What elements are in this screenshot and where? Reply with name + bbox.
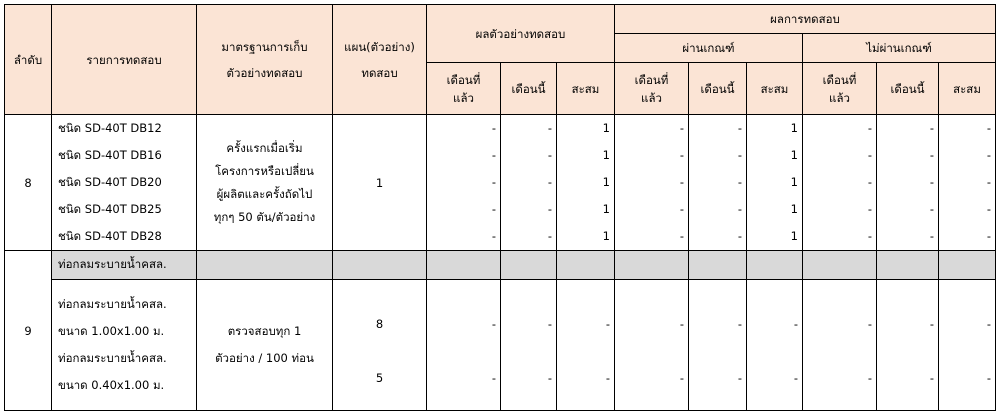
fail-cum-col [939, 115, 996, 251]
cell-value: - [986, 121, 992, 135]
cell-value: 1 [602, 148, 610, 162]
header-standard [197, 5, 333, 115]
section-cell [333, 251, 427, 280]
table-row-group-9 [5, 280, 996, 411]
section-cell [427, 251, 501, 280]
cell-value: 1 [790, 229, 798, 243]
pass-cum-col [747, 115, 803, 251]
fail-month-col [877, 115, 939, 251]
pass-month-col [689, 280, 747, 411]
cell-value: - [986, 371, 992, 385]
cell-value: 1 [790, 121, 798, 135]
cell-value: - [679, 175, 684, 189]
table-body [5, 115, 996, 411]
cell-value: - [491, 229, 496, 243]
fail-prev-col [803, 115, 877, 251]
table-row-section-9 [5, 251, 996, 280]
header-fail-cumulative: สะสม [939, 63, 996, 115]
header-item: รายการทดสอบ [52, 5, 197, 115]
section-cell [557, 251, 615, 280]
table-header [5, 5, 996, 115]
row-seq: 9 [5, 251, 52, 411]
section-cell [197, 251, 333, 280]
plan-value: 5 [375, 371, 384, 385]
cell-value: - [547, 148, 552, 162]
section-cell [803, 251, 877, 280]
header-sample-prev-month [427, 63, 501, 115]
cell-value: - [986, 202, 992, 216]
cell-value: - [929, 229, 934, 243]
cell-value: - [547, 202, 552, 216]
item-size: ขนาด 1.00x1.00 ม. [58, 324, 165, 338]
cell-value: - [679, 229, 684, 243]
section-cell [939, 251, 996, 280]
header-pass: ผ่านเกณฑ์ [615, 34, 803, 63]
cell-value: - [737, 317, 742, 331]
section-cell [501, 251, 557, 280]
cell-value: - [491, 175, 496, 189]
cell-value: - [605, 317, 610, 331]
cell-value: - [867, 317, 872, 331]
cell-value: - [929, 317, 934, 331]
cell-value: - [929, 371, 934, 385]
header-fail-this-month: เดือนนี้ [877, 63, 939, 115]
standard-text [197, 115, 333, 251]
header-prev-line2: แล้ว [829, 90, 850, 105]
cell-value: - [491, 148, 496, 162]
cell-value: - [605, 371, 610, 385]
header-seq: ลำดับ [5, 5, 52, 115]
cell-value: - [867, 121, 872, 135]
header-sample-result: ผลตัวอย่างทดสอบ [427, 5, 615, 63]
cell-value: - [491, 121, 496, 135]
standard-line: ตัวอย่าง / 100 ท่อน [215, 351, 314, 365]
cell-value: - [547, 229, 552, 243]
cell-value: - [737, 229, 742, 243]
cell-value: - [929, 202, 934, 216]
standard-text [197, 280, 333, 411]
item-list [52, 280, 197, 411]
header-pass-prev-month [615, 63, 689, 115]
header-plan-line2: ทดสอบ [361, 65, 398, 80]
sample-cum-col [557, 280, 615, 411]
standard-line: ตรวจสอบทุก 1 [227, 324, 302, 338]
plan-value: 8 [375, 317, 384, 331]
cell-value: - [679, 371, 684, 385]
header-plan-line1: แผน(ตัวอย่าง) [344, 39, 415, 54]
cell-value: - [867, 175, 872, 189]
header-standard-line2: ตัวอย่างทดสอบ [226, 65, 303, 80]
fail-cum-col [939, 280, 996, 411]
item-list [52, 115, 197, 251]
cell-value: - [737, 121, 742, 135]
cell-value: - [793, 317, 798, 331]
item-size: ขนาด 0.40x1.00 ม. [58, 378, 165, 392]
sample-prev-col [427, 280, 501, 411]
standard-line: โครงการหรือเปลี่ยน [215, 163, 314, 178]
item-name: ชนิด SD-40T DB12 [58, 121, 162, 135]
section-cell [877, 251, 939, 280]
row-seq: 8 [5, 115, 52, 251]
sample-cum-col [557, 115, 615, 251]
section-cell [615, 251, 689, 280]
cell-value: 1 [790, 202, 798, 216]
cell-value: 1 [602, 175, 610, 189]
header-fail-prev-month [803, 63, 877, 115]
item-name: ชนิด SD-40T DB28 [58, 229, 162, 243]
table-row-group-8 [5, 115, 996, 251]
item-name: ท่อกลมระบายน้ำคสล. [58, 351, 167, 365]
cell-value: - [547, 317, 552, 331]
item-name: ท่อกลมระบายน้ำคสล. [58, 297, 167, 311]
cell-value: - [929, 148, 934, 162]
cell-value: - [986, 175, 992, 189]
cell-value: 1 [602, 229, 610, 243]
test-results-table [4, 4, 996, 411]
header-test-result: ผลการทดสอบ [615, 5, 996, 34]
cell-value: - [547, 175, 552, 189]
cell-value: - [547, 121, 552, 135]
header-prev-line1: เดือนที่ [822, 72, 857, 87]
plan-values [333, 280, 427, 411]
pass-prev-col [615, 115, 689, 251]
cell-value: - [986, 229, 992, 243]
section-cell [689, 251, 747, 280]
standard-line: ผู้ผลิตและครั้งถัดไป [216, 186, 313, 201]
cell-value: - [679, 202, 684, 216]
header-sample-this-month: เดือนนี้ [501, 63, 557, 115]
cell-value: - [737, 175, 742, 189]
cell-value: - [793, 371, 798, 385]
cell-value: - [679, 317, 684, 331]
cell-value: 1 [602, 202, 610, 216]
header-fail: ไม่ผ่านเกณฑ์ [803, 34, 996, 63]
cell-value: - [737, 371, 742, 385]
header-prev-line1: เดือนที่ [446, 72, 481, 87]
cell-value: 1 [602, 121, 610, 135]
header-pass-cumulative: สะสม [747, 63, 803, 115]
header-prev-line1: เดือนที่ [634, 72, 669, 87]
header-prev-line2: แล้ว [453, 90, 474, 105]
header-plan [333, 5, 427, 115]
standard-line: ทุกๆ 50 ตัน/ตัวอย่าง [213, 209, 316, 224]
sample-month-col [501, 115, 557, 251]
cell-value: 1 [790, 148, 798, 162]
cell-value: - [867, 229, 872, 243]
cell-value: - [867, 202, 872, 216]
cell-value: - [547, 371, 552, 385]
header-prev-line2: แล้ว [641, 90, 662, 105]
section-cell [747, 251, 803, 280]
cell-value: - [737, 148, 742, 162]
pass-month-col [689, 115, 747, 251]
cell-value: 1 [790, 175, 798, 189]
item-name: ชนิด SD-40T DB20 [58, 175, 162, 189]
cell-value: - [491, 202, 496, 216]
cell-value: - [491, 371, 496, 385]
section-title: ท่อกลมระบายน้ำคสล. [52, 251, 197, 280]
header-standard-line1: มาตรฐานการเก็บ [221, 39, 308, 54]
cell-value: - [737, 202, 742, 216]
cell-value: - [867, 148, 872, 162]
cell-value: - [867, 371, 872, 385]
cell-value: - [679, 121, 684, 135]
fail-month-col [877, 280, 939, 411]
cell-value: - [491, 317, 496, 331]
pass-cum-col [747, 280, 803, 411]
header-sample-cumulative: สะสม [557, 63, 615, 115]
plan-value: 1 [333, 115, 427, 251]
sample-prev-col [427, 115, 501, 251]
standard-line: ครั้งแรกเมื่อเริ่ม [226, 140, 303, 155]
item-name: ชนิด SD-40T DB25 [58, 202, 162, 216]
cell-value: - [986, 148, 992, 162]
cell-value: - [679, 148, 684, 162]
cell-value: - [929, 175, 934, 189]
item-name: ชนิด SD-40T DB16 [58, 148, 162, 162]
cell-value: - [986, 317, 992, 331]
pass-prev-col [615, 280, 689, 411]
sample-month-col [501, 280, 557, 411]
header-pass-this-month: เดือนนี้ [689, 63, 747, 115]
fail-prev-col [803, 280, 877, 411]
cell-value: - [929, 121, 934, 135]
